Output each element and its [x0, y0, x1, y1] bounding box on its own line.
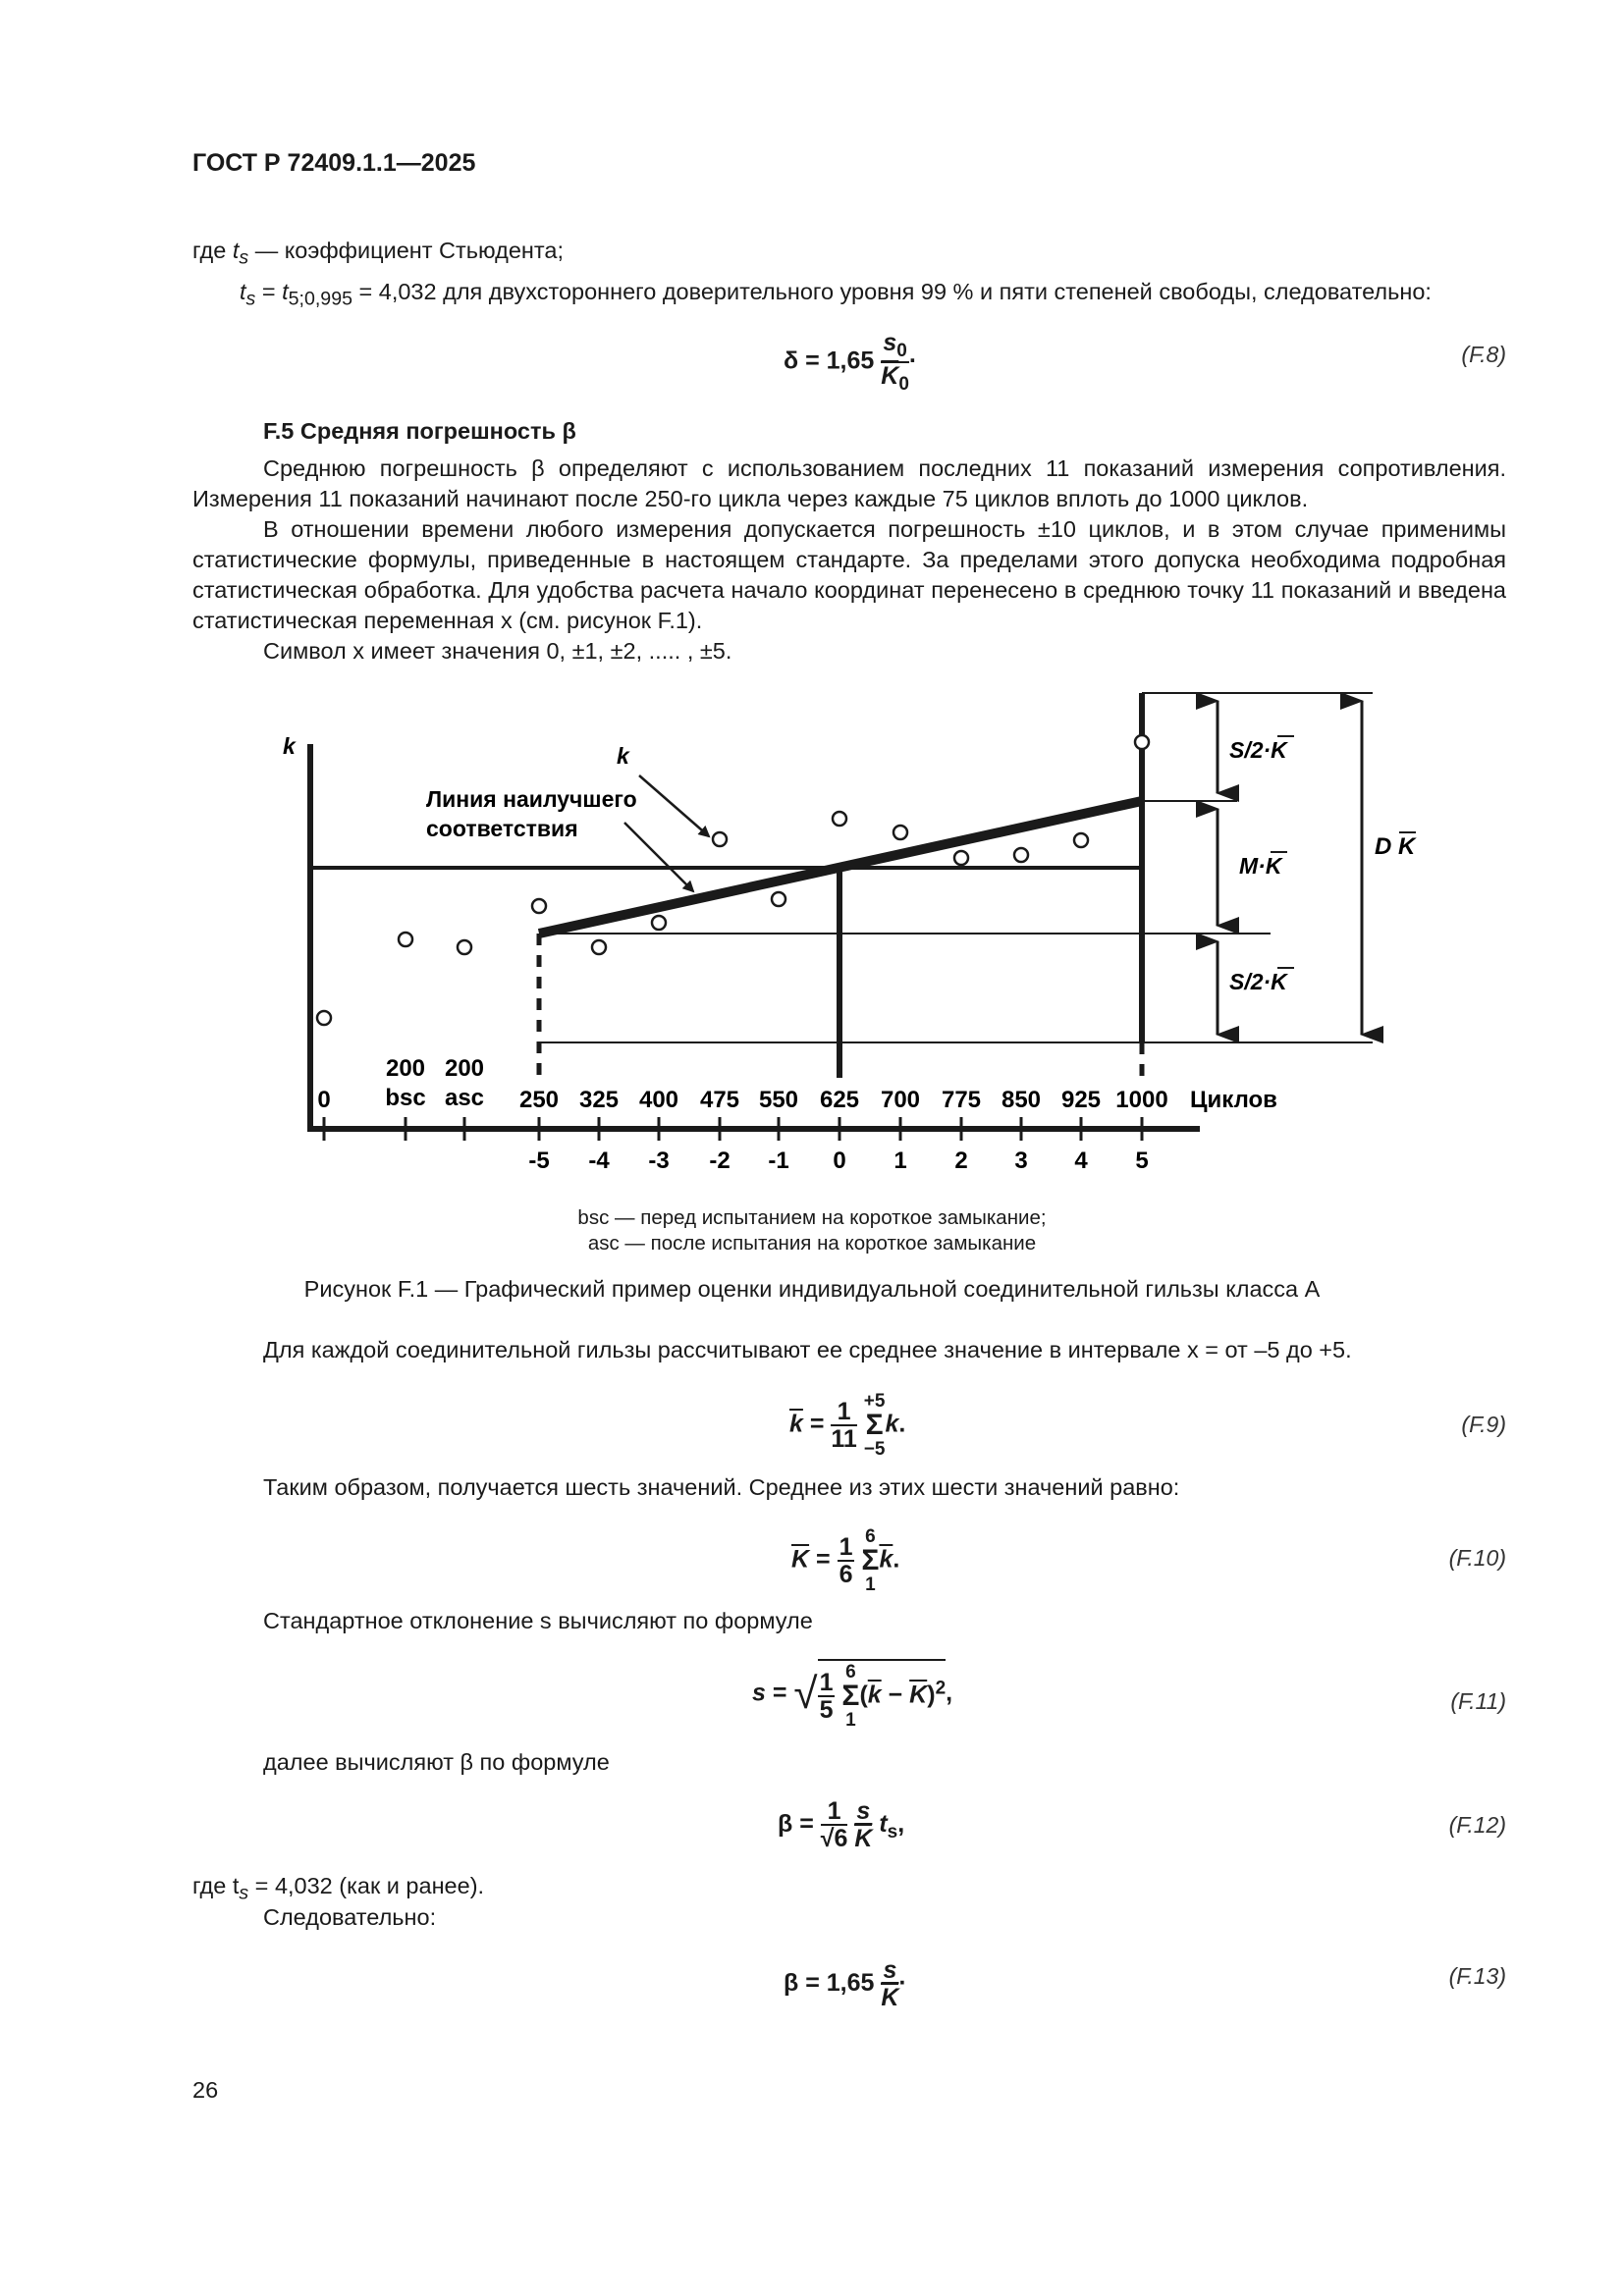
- data-point: [954, 851, 968, 865]
- cycles-axis-label: Циклов: [1190, 1087, 1277, 1113]
- cycle-tick-label: 700: [880, 1087, 921, 1113]
- ts-value-text: = 4,032 для двухстороннего доверительного уровня 99 % и пяти степеней свободы, следовательно:: [352, 279, 1432, 304]
- dim-top-label: S/2·K: [1229, 737, 1287, 763]
- cycle-tick-label: 200: [444, 1055, 485, 1082]
- eq-f12-label: (F.12): [1448, 1812, 1506, 1838]
- dim-total-label: D K: [1375, 833, 1416, 860]
- paragraph-std: Стандартное отклонение s вычисляют по формуле: [263, 1608, 813, 1633]
- ts-description: — коэффициент Стьюдента;: [254, 238, 565, 263]
- ts-value-sub: 5;0,995: [288, 288, 352, 310]
- cycle-tick-label: 200: [385, 1055, 426, 1082]
- data-point: [893, 826, 907, 839]
- cycle-tick-label: 775: [941, 1087, 982, 1113]
- fit-label-line2: соответствия: [426, 816, 578, 841]
- where-ts-post: = 4,032 (как и ранее).: [248, 1873, 485, 1898]
- x-tick-label: -3: [648, 1148, 670, 1174]
- cycle-tick-label: 250: [518, 1087, 560, 1113]
- where-ts-sub: s: [239, 1882, 249, 1904]
- paragraph-beta: далее вычисляют β по формуле: [263, 1749, 610, 1775]
- data-point: [713, 832, 727, 846]
- cycle-tick-label: 925: [1060, 1087, 1102, 1113]
- data-point: [317, 1011, 331, 1025]
- equation-f11: s = √ $\frac{1}{5}$ 6 Σ 1 $(\overline{k} - \overline{K})^2$,: [752, 1659, 952, 1730]
- paragraph-six: Таким образом, получается шесть значений. Среднее из этих шести значений равно:: [263, 1474, 1180, 1500]
- k-pointer-label: k: [617, 743, 629, 769]
- paragraph-2: В отношении времени любого измерения допускается погрешность ±10 циклов, и в этом случае применимы статистические формулы, приведенные в настоящем стандарте. За пределами этого допуска необходима подробная статистическая обработка. Для удобства расчета начало координат перенесено в среднюю точку 11 показаний и введена статистическая переменная x (см. рисунок F.1).: [192, 516, 1506, 633]
- eq-f11-label: (F.11): [1450, 1688, 1506, 1714]
- dim-mid-label: M·K: [1239, 853, 1282, 879]
- data-points: [317, 735, 1149, 1025]
- eq-f9-label: (F.9): [1461, 1412, 1506, 1437]
- hence-line: Следовательно:: [263, 1904, 437, 1930]
- data-point: [458, 940, 471, 954]
- x-tick-label: 4: [1074, 1148, 1088, 1174]
- equation-f12: β = $\frac{1}{√6}$ $\frac{s}{K}$ $t_s$,: [778, 1797, 905, 1853]
- cycle-tick-label: 325: [578, 1087, 620, 1113]
- cycle-tick-sub: bsc: [385, 1085, 426, 1111]
- y-axis-label: k: [283, 733, 296, 759]
- x-tick-label: 0: [833, 1148, 846, 1174]
- figure-caption: Рисунок F.1 — Графический пример оценки индивидуальной соединительной гильзы класса А: [303, 1276, 1321, 1302]
- cycle-tick-label: 850: [1001, 1087, 1042, 1113]
- eq-f8-num-sub: 0: [896, 341, 907, 361]
- cycle-tick-label: 400: [638, 1087, 679, 1113]
- section-heading: F.5 Средняя погрешность β: [263, 418, 576, 444]
- ts-equals: =: [261, 279, 283, 304]
- equation-f9: $\overline{k}$ = $\frac{1}{11}$ +5 Σ −5 k.: [789, 1391, 906, 1460]
- page-number: 26: [192, 2077, 219, 2103]
- data-point: [1074, 833, 1088, 847]
- data-point: [652, 916, 666, 930]
- where-word: где: [192, 238, 227, 263]
- eq-f13-label: (F.13): [1448, 1963, 1506, 1989]
- cycle-tick-label: 1000: [1115, 1087, 1168, 1113]
- eq-f8-num: s: [883, 329, 897, 356]
- equation-f13: β = 1,65 $\frac{s}{K}$ ·: [784, 1956, 907, 2012]
- legend-bsc: bsc — перед испытанием на короткое замыкание;: [577, 1206, 1047, 1229]
- eq-f8-den: $\overline{K}$: [881, 361, 899, 390]
- data-point: [833, 812, 846, 826]
- x-tick-label: 2: [954, 1148, 968, 1174]
- ts-symbol-2: t: [240, 279, 246, 304]
- legend-asc: asc — после испытания на короткое замыкание: [587, 1232, 1037, 1255]
- paragraph-3: Символ x имеет значения 0, ±1, ±2, ..... , ±5.: [263, 638, 732, 664]
- ts-sub-2: s: [245, 288, 256, 310]
- fit-pointer-arrow: [624, 823, 693, 891]
- x-tick-label: 1: [893, 1148, 907, 1174]
- paragraph-mean: Для каждой соединительной гильзы рассчитывают ее среднее значение в интервале x = от –5 до +5.: [263, 1337, 1352, 1362]
- where-ts-pre: где t: [192, 1873, 240, 1898]
- eq-f8-tail: ·: [908, 347, 918, 375]
- data-point: [399, 933, 412, 946]
- x-tick-label: 3: [1014, 1148, 1028, 1174]
- fit-label-line1: Линия наилучшего: [426, 786, 637, 812]
- cycle-tick-label: 625: [819, 1087, 860, 1113]
- eq-f8-label: (F.8): [1461, 342, 1506, 367]
- cycle-tick-label: 0: [317, 1087, 331, 1113]
- cycle-tick-sub: asc: [444, 1085, 485, 1111]
- data-point: [1135, 735, 1149, 749]
- k-pointer-arrow: [639, 775, 709, 836]
- x-tick-labels: [528, 1148, 1148, 1174]
- ts-symbol-3: t: [282, 279, 289, 304]
- document-header: ГОСТ Р 72409.1.1—2025: [192, 149, 476, 177]
- cycle-tick-labels: [317, 1055, 1167, 1113]
- equation-f10: $\overline{K}$ = $\frac{1}{6}$ 6 Σ 1 $\overline{k}$.: [791, 1526, 900, 1595]
- eq-f8-den-sub: 0: [898, 373, 909, 395]
- data-point: [592, 940, 606, 954]
- data-point: [772, 892, 785, 906]
- data-point: [532, 899, 546, 913]
- x-tick-label: -2: [709, 1148, 731, 1174]
- dim-bot-label: S/2·K: [1229, 969, 1287, 994]
- figure-legend: [0, 1205, 1624, 1256]
- eq-f10-label: (F.10): [1448, 1545, 1506, 1571]
- data-point: [1014, 848, 1028, 862]
- x-tick-label: -1: [768, 1148, 789, 1174]
- cycle-tick-label: 550: [758, 1087, 799, 1113]
- x-tick-label: 5: [1135, 1148, 1149, 1174]
- paragraph-1: Среднюю погрешность β определяют с использованием последних 11 показаний измерения сопротивления. Измерения 11 показаний начинают после 250-го цикла через каждые 75 циклов вплоть до 1000 циклов.: [192, 455, 1506, 511]
- x-tick-label: -4: [588, 1148, 610, 1174]
- eq-f8-lhs: δ = 1,65: [784, 347, 875, 375]
- ts-symbol: t: [232, 238, 240, 263]
- ts-sub: s: [239, 246, 249, 269]
- x-tick-label: -5: [528, 1148, 550, 1174]
- cycle-tick-label: 475: [699, 1087, 740, 1113]
